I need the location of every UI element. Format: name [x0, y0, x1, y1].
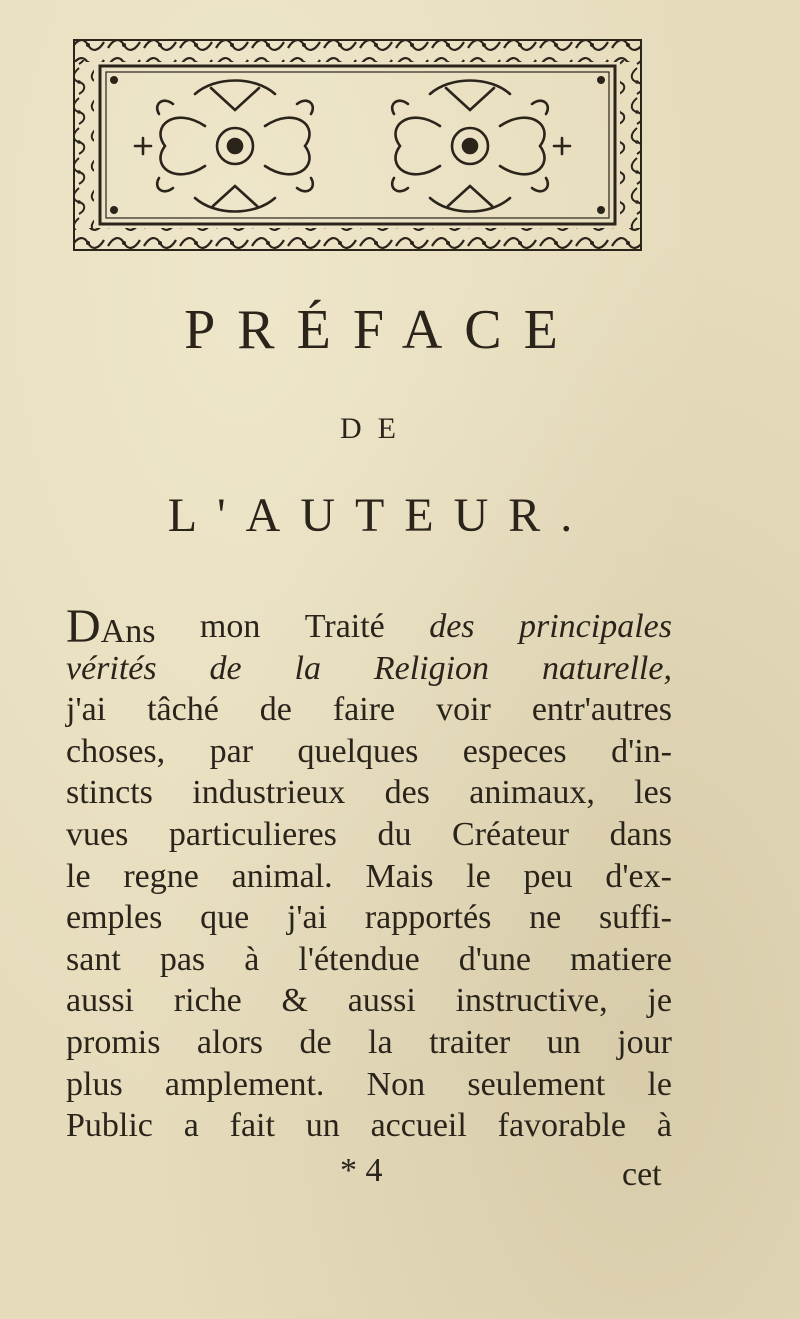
- word: de: [209, 649, 242, 687]
- word: des: [429, 608, 475, 645]
- word: j'ai: [286, 899, 328, 937]
- word: Traité: [304, 608, 385, 645]
- title-auteur: L'AUTEUR.: [167, 489, 593, 542]
- word: d'ex-: [605, 857, 672, 895]
- word: sant: [66, 940, 121, 978]
- title-de: DE: [340, 412, 412, 445]
- word: d'une: [458, 940, 531, 978]
- word: principales: [518, 608, 672, 645]
- word: instructive,: [455, 982, 608, 1020]
- preface-paragraph: [66, 600, 672, 1147]
- word: tâché: [147, 691, 219, 729]
- word: favorable: [497, 1107, 627, 1145]
- word: Mais: [365, 857, 434, 895]
- text-line: [66, 980, 672, 1022]
- word: a: [183, 1107, 199, 1145]
- text-line: [66, 856, 672, 898]
- text-line: [66, 600, 672, 653]
- title-preface: PRÉFACE: [184, 299, 580, 361]
- word: voir: [436, 691, 491, 729]
- word: d'in-: [611, 732, 672, 770]
- word: du: [377, 815, 412, 853]
- word: especes: [462, 732, 567, 770]
- text-line: [66, 1064, 672, 1106]
- word: matiere: [570, 940, 672, 978]
- word: amplement.: [164, 1065, 325, 1103]
- word: peu: [523, 857, 573, 895]
- word: de: [259, 691, 292, 729]
- word: particulieres: [168, 815, 337, 853]
- text-line: [66, 814, 672, 856]
- word: stincts: [66, 774, 153, 812]
- word: aussi: [347, 982, 416, 1020]
- ornamental-headpiece: [70, 36, 645, 254]
- text-line: [66, 1105, 672, 1147]
- word: accueil: [370, 1107, 467, 1145]
- word: traiter: [429, 1023, 511, 1061]
- signature-mark: * 4: [340, 1152, 383, 1189]
- word: la: [368, 1023, 393, 1061]
- word: un: [546, 1023, 581, 1061]
- word: suffi-: [598, 899, 672, 937]
- word: que: [200, 899, 250, 937]
- text-line: [66, 648, 672, 690]
- word: les: [634, 774, 672, 812]
- word: jour: [617, 1023, 672, 1061]
- word: j'ai: [66, 691, 107, 729]
- word: l'étendue: [298, 940, 420, 978]
- word: faire: [332, 691, 396, 729]
- word: alors: [196, 1023, 264, 1061]
- word: des: [384, 774, 430, 812]
- word: Non: [366, 1065, 426, 1103]
- word: emples: [66, 899, 163, 937]
- word: dans: [609, 815, 672, 853]
- word: DAns: [66, 600, 156, 653]
- word: Créateur: [452, 815, 570, 853]
- word: promis: [66, 1023, 161, 1061]
- word: plus: [66, 1065, 123, 1103]
- word: &: [281, 982, 308, 1020]
- text-line: [66, 772, 672, 814]
- text-line: [66, 939, 672, 981]
- word: Religion: [373, 649, 490, 687]
- word: seulement: [467, 1065, 606, 1103]
- word: par: [209, 732, 254, 770]
- word: vérités: [66, 649, 157, 687]
- word: de: [299, 1023, 332, 1061]
- text-line: [66, 689, 672, 731]
- word: le: [647, 1065, 672, 1103]
- word: regne: [123, 857, 199, 895]
- word: mon: [199, 608, 261, 645]
- word: animal.: [231, 857, 333, 895]
- word: le: [466, 857, 491, 895]
- word: Public: [66, 1107, 153, 1145]
- word: animaux,: [469, 774, 595, 812]
- word: le: [66, 857, 91, 895]
- word: un: [305, 1107, 340, 1145]
- word: pas: [159, 940, 206, 978]
- text-line: [66, 897, 672, 939]
- text-line: [66, 731, 672, 773]
- word: je: [647, 982, 672, 1020]
- word: quelques: [297, 732, 419, 770]
- word: riche: [173, 982, 242, 1020]
- word: la: [294, 649, 321, 687]
- word: rapportés: [364, 899, 492, 937]
- word: aussi: [66, 982, 134, 1020]
- word: à: [656, 1107, 672, 1145]
- word: naturelle,: [541, 649, 672, 687]
- word: industrieux: [192, 774, 346, 812]
- word: choses,: [66, 732, 166, 770]
- word: fait: [229, 1107, 275, 1145]
- text-line: [66, 1022, 672, 1064]
- word: entr'autres: [531, 691, 672, 729]
- catchword: cet: [622, 1156, 662, 1193]
- word: ne: [529, 899, 562, 937]
- word: à: [244, 940, 260, 978]
- word: vues: [66, 815, 129, 853]
